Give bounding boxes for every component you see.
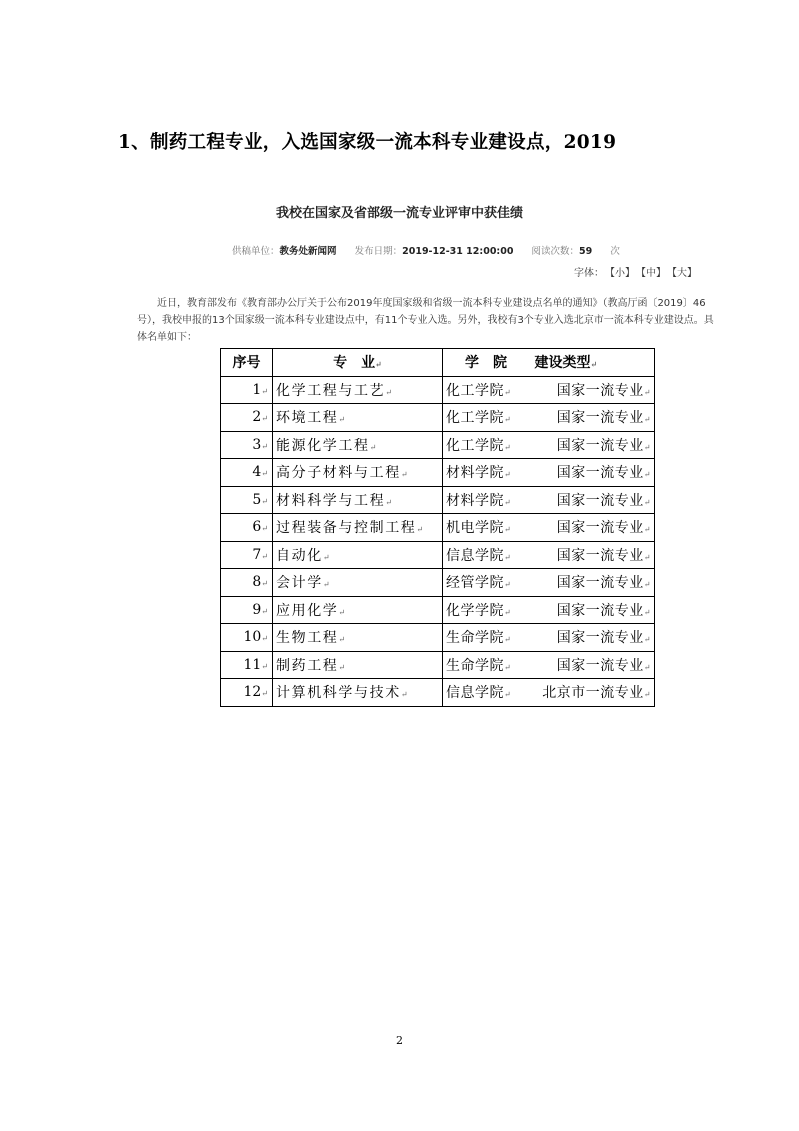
row-major: 计算机科学与技术↵	[273, 679, 443, 707]
table-body	[221, 376, 655, 706]
article-meta	[232, 243, 620, 257]
table-row	[221, 541, 655, 569]
font-size-selector	[568, 264, 697, 279]
row-college: 信息学院↵	[443, 541, 529, 569]
table-row	[221, 569, 655, 597]
date-value: 2019-12-31 12:00:00	[402, 246, 514, 257]
row-index: 2↵	[221, 404, 273, 432]
row-type: 国家一流专业↵	[529, 651, 655, 679]
row-college: 生命学院↵	[443, 624, 529, 652]
row-major: 过程装备与控制工程↵	[273, 514, 443, 542]
row-major: 自动化↵	[273, 541, 443, 569]
row-college: 信息学院↵	[443, 679, 529, 707]
page-heading: 1、制药工程专业，入选国家级一流本科专业建设点，2019	[118, 132, 617, 153]
page-number: 2	[396, 1034, 403, 1047]
row-index: 5↵	[221, 486, 273, 514]
date-label: 发布日期：	[354, 246, 403, 257]
row-major: 材料科学与工程↵	[273, 486, 443, 514]
table-row	[221, 679, 655, 707]
article-title: 我校在国家及省部级一流专业评审中获佳绩	[275, 206, 523, 221]
views-unit: 次	[610, 246, 620, 257]
intro-paragraph	[137, 295, 717, 346]
row-index: 12↵	[221, 679, 273, 707]
row-college: 生命学院↵	[443, 651, 529, 679]
intro-text: 近日，教育部发布《教育部办公厅关于公布2019年度国家级和省级一流本科专业建设点名单的通知》（教高厅函〔2019〕46号），我校申报的13个国家级一流本科专业建设点中，有11个专业入选。另外，我校有3个专业入选北京市一流本科专业建设点。具体名单如下：	[137, 298, 714, 343]
row-type: 国家一流专业↵	[529, 596, 655, 624]
row-index: 9↵	[221, 596, 273, 624]
row-college: 化工学院↵	[443, 404, 529, 432]
row-major: 高分子材料与工程↵	[273, 459, 443, 487]
header-type: 建设类型↵	[529, 349, 655, 377]
table-row	[221, 459, 655, 487]
row-index: 10↵	[221, 624, 273, 652]
row-index: 11↵	[221, 651, 273, 679]
row-type: 国家一流专业↵	[529, 624, 655, 652]
row-type: 国家一流专业↵	[529, 541, 655, 569]
table-header-row	[221, 349, 655, 377]
header-college: 学 院	[443, 349, 529, 377]
majors-table	[220, 348, 655, 707]
row-major: 制药工程↵	[273, 651, 443, 679]
font-size-small-link[interactable]: 【小】	[610, 268, 635, 279]
row-college: 机电学院↵	[443, 514, 529, 542]
source-label: 供稿单位：	[232, 246, 280, 257]
row-type: 国家一流专业↵	[529, 486, 655, 514]
views-value: 59	[579, 246, 593, 257]
row-type: 国家一流专业↵	[529, 459, 655, 487]
row-index: 4↵	[221, 459, 273, 487]
source-value: 教务处新闻网	[279, 246, 337, 257]
row-college: 材料学院↵	[443, 459, 529, 487]
table-row	[221, 376, 655, 404]
views-label: 阅读次数：	[531, 246, 580, 257]
table-row	[221, 514, 655, 542]
row-index: 3↵	[221, 431, 273, 459]
row-type: 国家一流专业↵	[529, 569, 655, 597]
row-major: 环境工程↵	[273, 404, 443, 432]
row-college: 化学学院↵	[443, 596, 529, 624]
row-college: 经管学院↵	[443, 569, 529, 597]
row-major: 会计学↵	[273, 569, 443, 597]
row-type: 国家一流专业↵	[529, 404, 655, 432]
header-major: 专 业↵	[273, 349, 443, 377]
font-size-medium-link[interactable]: 【中】	[641, 268, 666, 279]
row-college: 化工学院↵	[443, 376, 529, 404]
row-index: 7↵	[221, 541, 273, 569]
row-index: 1↵	[221, 376, 273, 404]
row-major: 生物工程↵	[273, 624, 443, 652]
row-college: 化工学院↵	[443, 431, 529, 459]
row-major: 应用化学↵	[273, 596, 443, 624]
font-size-large-link[interactable]: 【大】	[672, 268, 697, 279]
table-row	[221, 651, 655, 679]
table-row	[221, 404, 655, 432]
row-index: 6↵	[221, 514, 273, 542]
table-row	[221, 596, 655, 624]
row-type: 国家一流专业↵	[529, 376, 655, 404]
row-index: 8↵	[221, 569, 273, 597]
row-major: 化学工程与工艺↵	[273, 376, 443, 404]
table-row	[221, 624, 655, 652]
row-college: 材料学院↵	[443, 486, 529, 514]
row-type: 国家一流专业↵	[529, 431, 655, 459]
table-row	[221, 431, 655, 459]
table-row	[221, 486, 655, 514]
row-type: 北京市一流专业↵	[529, 679, 655, 707]
header-index: 序号	[221, 349, 273, 377]
row-major: 能源化学工程↵	[273, 431, 443, 459]
font-size-label: 字体：	[574, 268, 604, 279]
row-type: 国家一流专业↵	[529, 514, 655, 542]
